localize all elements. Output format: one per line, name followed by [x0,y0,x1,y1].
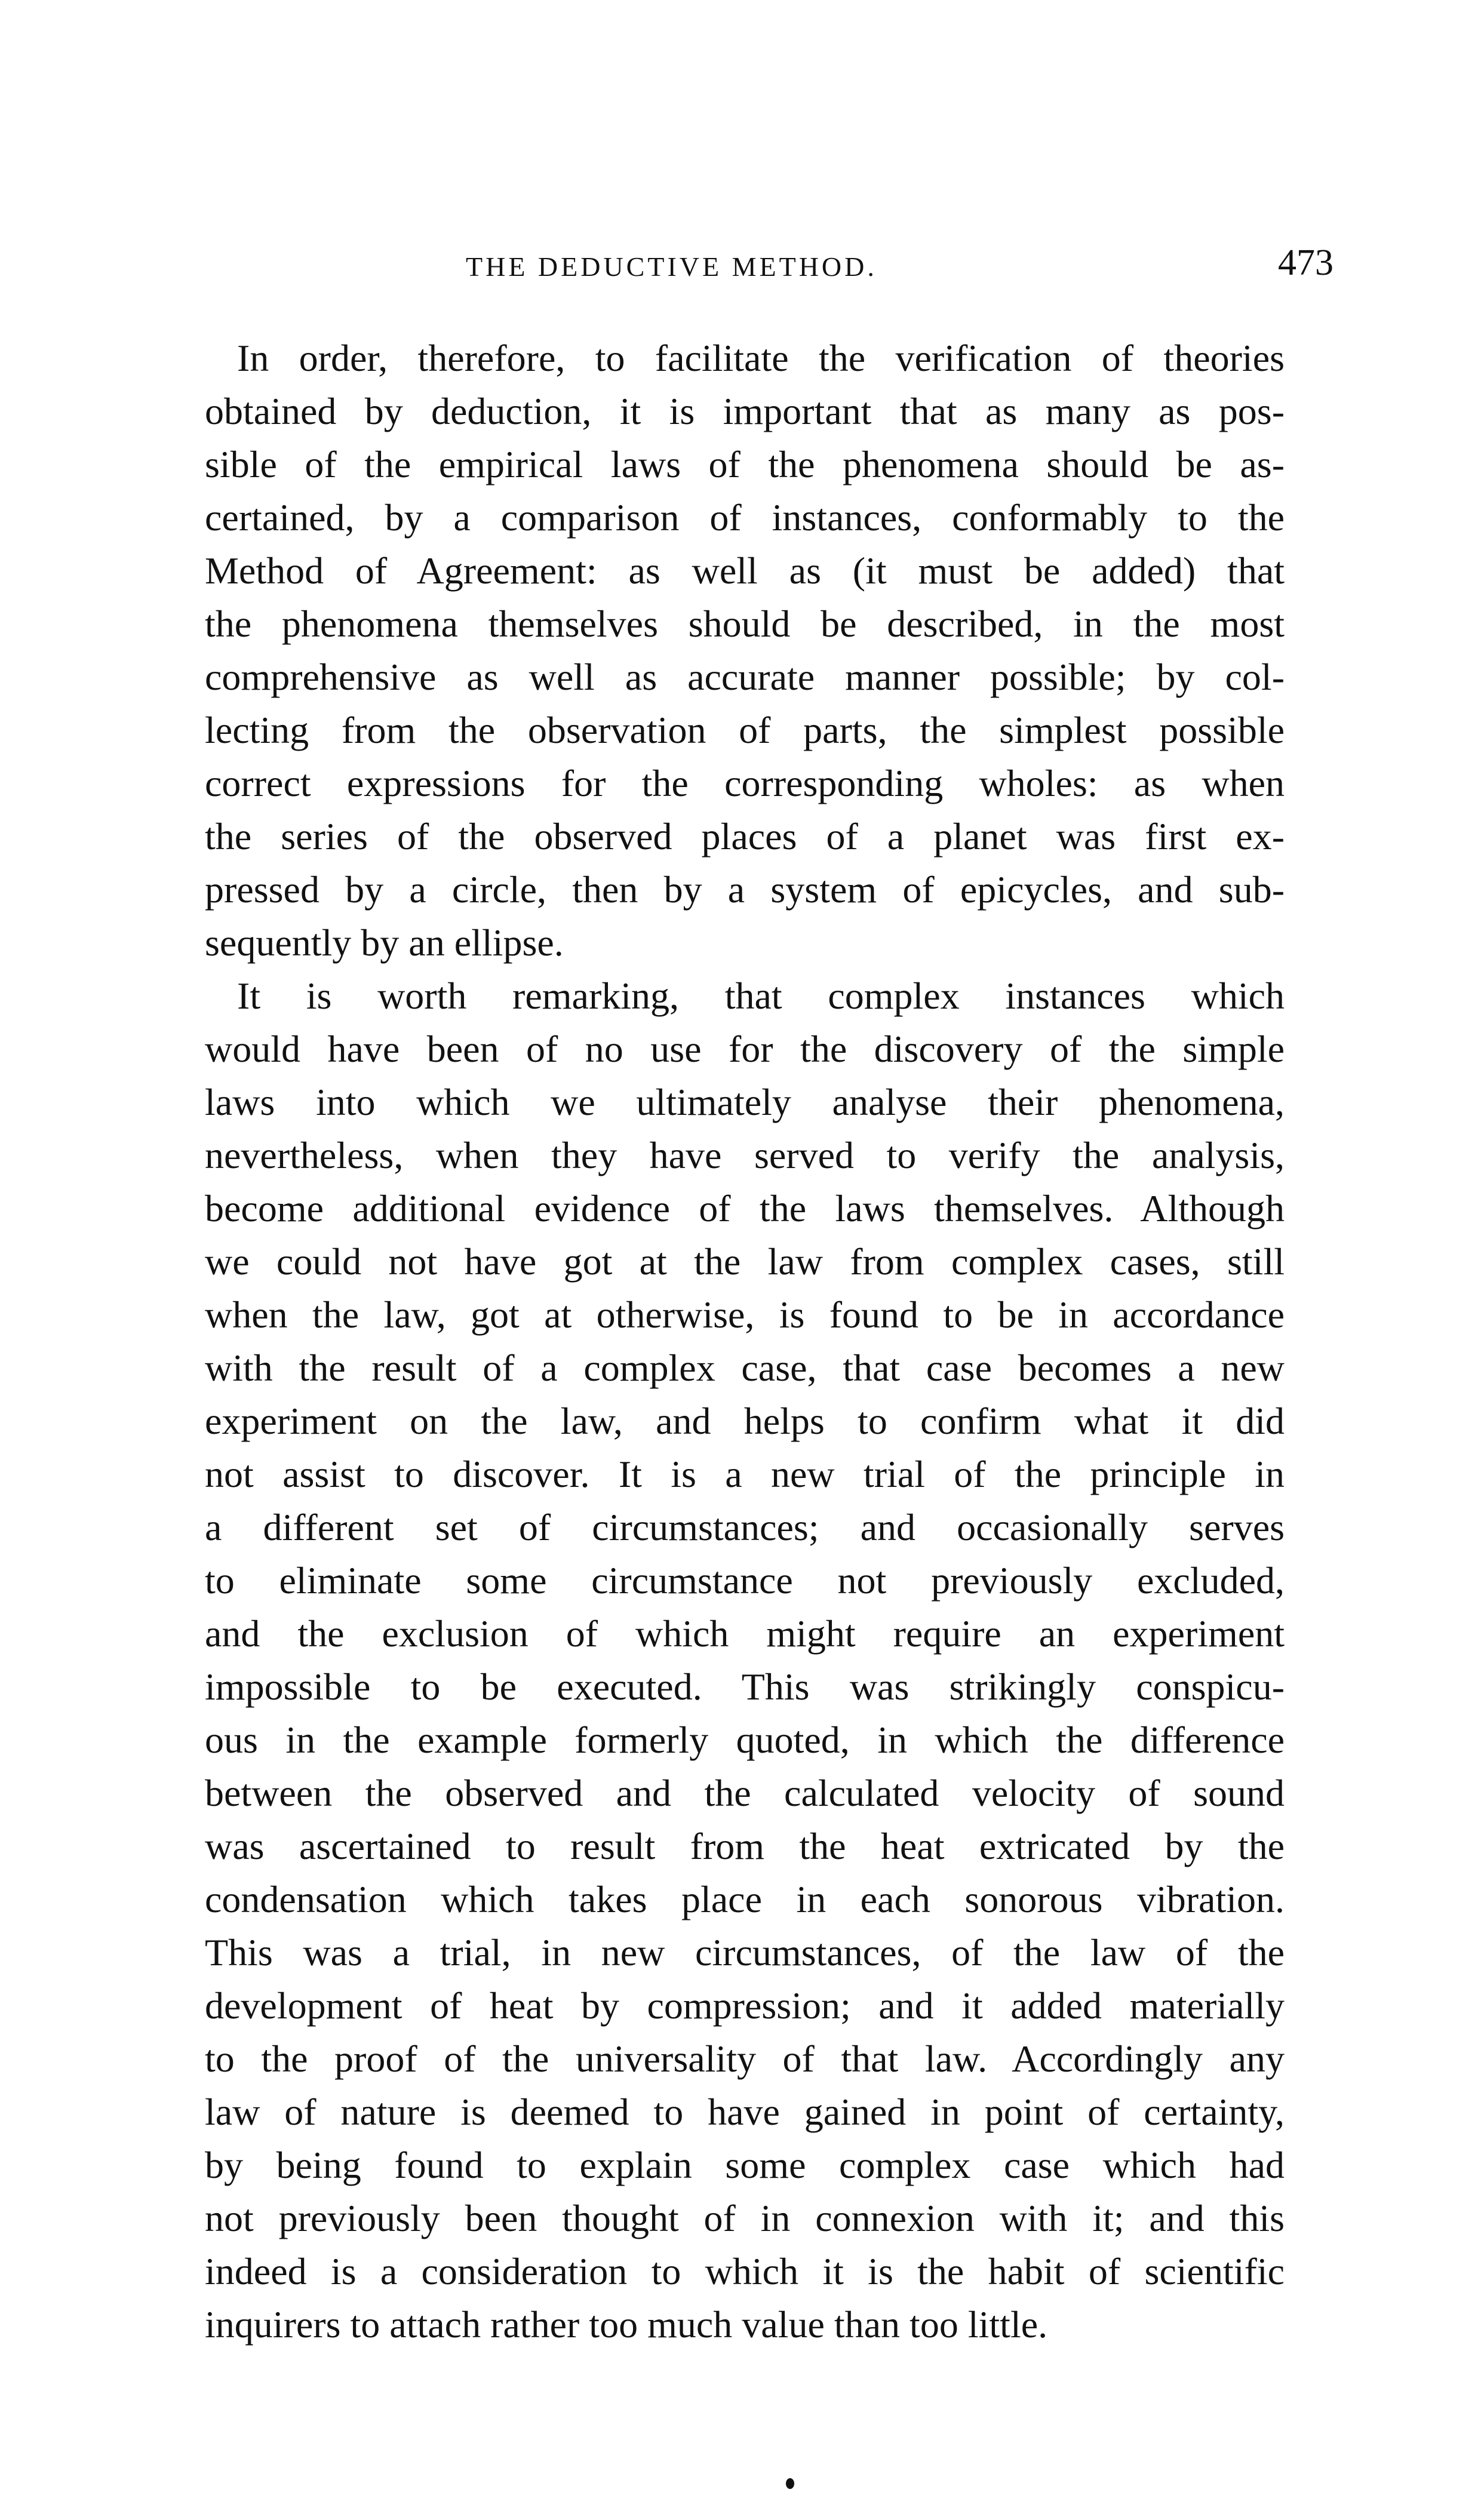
text-line: This was a trial, in new circumstances, of the law of the [205,1931,1285,1974]
text-line: when the law, got at otherwise, is found to be in accordance [205,1293,1285,1336]
text-line: indeed is a consideration to which it is the habit of scientific [205,2250,1285,2292]
text-line: between the observed and the calculated velocity of sound [205,1772,1285,1814]
text-line: In order, therefore, to facilitate the verification of theories [237,337,1285,379]
text-line: to the proof of the universality of that law. Accordingly any [205,2037,1285,2080]
text-line: was ascertained to result from the heat extricated by the [205,1825,1285,1867]
text-line: by being found to explain some complex case which had [205,2144,1285,2186]
printer-mark-dot [786,2478,794,2489]
text-line: a different set of circumstances; and occasionally serves [205,1506,1285,1548]
text-line: lecting from the observation of parts, the simplest possible [205,709,1285,751]
text-line: with the result of a complex case, that case becomes a new [205,1347,1285,1389]
text-line: not assist to discover. It is a new trial of the principle in [205,1453,1285,1495]
text-line: and the exclusion of which might require an experiment [205,1612,1285,1655]
text-line: sible of the empirical laws of the phenomena should be as- [205,443,1285,485]
text-line: inquirers to attach rather too much value than too little. [205,2303,1048,2346]
text-line: It is worth remarking, that complex instances which [237,975,1285,1017]
page-number: 473 [1278,242,1333,283]
text-line: ous in the example formerly quoted, in which the difference [205,1719,1285,1761]
text-line: development of heat by compression; and it added materially [205,1984,1285,2027]
text-line: certained, by a comparison of instances, conformably to the [205,496,1285,539]
text-line: experiment on the law, and helps to confirm what it did [205,1400,1285,1442]
paragraph [205,331,1285,969]
text-line: sequently by an ellipse. [205,921,564,964]
text-line: comprehensive as well as accurate manner possible; by col- [205,656,1285,698]
text-line: laws into which we ultimately analyse their phenomena, [205,1081,1285,1123]
text-line: to eliminate some circumstance not previously excluded, [205,1559,1285,1602]
text-line: condensation which takes place in each sonorous vibration. [205,1878,1285,1920]
running-title: THE DEDUCTIVE METHOD. [466,251,877,282]
text-line: correct expressions for the corresponding wholes: as when [205,762,1285,804]
text-line: we could not have got at the law from complex cases, still [205,1240,1285,1283]
text-line: pressed by a circle, then by a system of epicycles, and sub- [205,868,1285,911]
text-line: become additional evidence of the laws themselves. Although [205,1187,1285,1230]
text-line: impossible to be executed. This was strikingly conspicu- [205,1665,1285,1708]
text-line: would have been of no use for the discovery of the simple [205,1028,1285,1070]
paragraph [205,969,1285,2351]
text-line: not previously been thought of in connexion with it; and this [205,2197,1285,2239]
body-text [205,331,1285,2351]
text-line: nevertheless, when they have served to verify the analysis, [205,1134,1285,1176]
text-line: the phenomena themselves should be described, in the most [205,603,1285,645]
text-line: the series of the observed places of a planet was first ex- [205,815,1285,858]
text-line: law of nature is deemed to have gained in point of certainty, [205,2091,1285,2133]
text-line: obtained by deduction, it is important that as many as pos- [205,390,1285,432]
text-line: Method of Agreement: as well as (it must be added) that [205,549,1285,592]
